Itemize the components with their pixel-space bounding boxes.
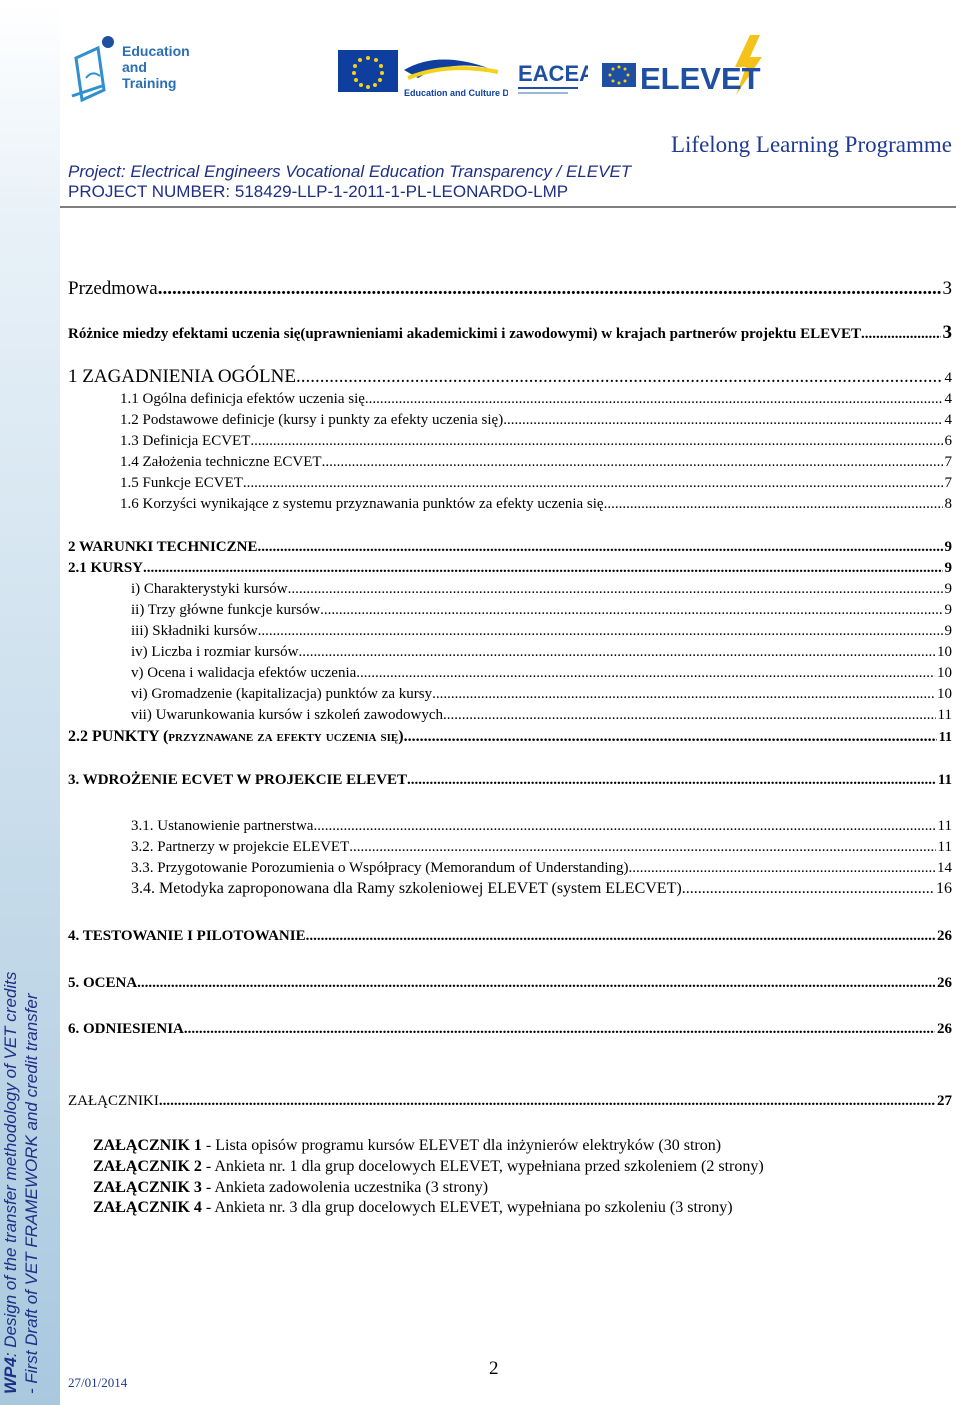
toc-entry[interactable] (120, 454, 952, 471)
toc-entry[interactable] (131, 665, 952, 682)
logo-eacea-text: EACEA (518, 61, 588, 86)
annex-item (93, 1199, 733, 1217)
toc-entry-text: 3.1. Ustanowienie partnerstwa (131, 818, 314, 834)
annex-key: ZAŁĄCZNIK 3 (93, 1179, 202, 1196)
toc-entry-text: Przedmowa (68, 278, 158, 299)
project-number: PROJECT NUMBER: 518429-LLP-1-2011-1-PL-LEONARDO-LMP (68, 182, 569, 201)
eacea-logo (518, 55, 588, 105)
toc-entry-page: 16 (936, 880, 952, 897)
page-number: 2 (489, 1358, 499, 1379)
toc-entry[interactable] (68, 728, 952, 746)
toc-entry[interactable] (68, 539, 952, 556)
project-title: Electrical Engineers Vocational Education Transparency / ELEVET (130, 162, 632, 181)
toc-entry-text: 2.1 KURSY (68, 560, 144, 576)
toc-entry[interactable] (131, 581, 952, 598)
programme-title: Lifelong Learning Programme (670, 132, 952, 157)
toc-entry[interactable] (120, 412, 952, 429)
toc-entry[interactable] (68, 928, 952, 945)
toc-entry-page: 9 (944, 623, 952, 639)
toc-entry-text: 1.5 Funkcje ECVET (120, 475, 243, 491)
toc-entry[interactable] (120, 391, 952, 408)
toc-entry[interactable] (68, 772, 952, 789)
toc-entry[interactable] (131, 623, 952, 640)
annex-key: ZAŁĄCZNIK 2 (93, 1158, 202, 1175)
toc-entry-text: 1.3 Definicja ECVET (120, 433, 251, 449)
toc-entry-page: 4 (944, 391, 952, 407)
toc-entry-text: 3.4. Metodyka zaproponowana dla Ramy szkoleniowej ELEVET (system ELECVET) (131, 880, 682, 897)
annex-item (93, 1158, 764, 1176)
footer-date: 27/01/2014 (68, 1375, 128, 1390)
toc-entry-text: i) Charakterystyki kursów (131, 581, 288, 597)
sidebar-wp-label: WP4 (1, 1357, 20, 1394)
project-label: Project: (68, 162, 126, 181)
toc-entry[interactable] (120, 433, 952, 450)
toc-entry-page: 6 (944, 433, 952, 449)
toc-entry-text: v) Ocena i walidacja efektów uczenia (131, 665, 357, 681)
toc-entry[interactable] (68, 322, 952, 344)
eu-education-culture-logo (338, 50, 508, 105)
toc-entry-page: 10 (937, 686, 952, 702)
toc-entry-page: 8 (944, 496, 952, 512)
annex-text: - Ankieta zadowolenia uczestnika (3 strony) (201, 1179, 489, 1196)
toc-entry[interactable] (131, 644, 952, 661)
toc-entry-page: 11 (938, 730, 952, 745)
toc-entry-page: 10 (937, 644, 952, 660)
sidebar-line-1-rest: : Design of the transfer methodology of VET credits (1, 971, 20, 1358)
toc-entry-text: 6. ODNIESIENIA (68, 1021, 184, 1037)
logo-elevet-text: ELEVET (640, 61, 761, 96)
sidebar-line-1 (0, 0, 21, 1400)
toc-entry-text: 1.6 Korzyści wynikające z systemu przyznawania punktów za efekty uczenia się (120, 496, 604, 512)
toc-entry-page: 26 (937, 975, 952, 991)
toc-entry[interactable] (68, 975, 952, 992)
toc-entry[interactable] (131, 860, 952, 877)
toc-entry[interactable] (120, 496, 952, 513)
toc-entry-page: 4 (944, 370, 952, 386)
logo-eu-caption: Education and Culture DG (404, 88, 508, 98)
education-training-logo (68, 30, 218, 120)
toc-entry-text: 5. OCENA (68, 975, 138, 991)
toc-entry-text: vii) Uwarunkowania kursów i szkoleń zawodowych (131, 707, 444, 723)
toc-entry-page: 11 (937, 818, 952, 834)
toc-entry-text: Różnice miedzy efektami uczenia się(uprawnieniami akademickimi i zawodowymi) w krajach partnerów projektu ELEVET (68, 326, 862, 342)
toc-entry[interactable] (131, 707, 952, 724)
toc-entry-text: 1 ZAGADNIENIA OGÓLNE (68, 366, 296, 387)
project-title-line (68, 162, 631, 182)
toc-entry[interactable] (131, 839, 952, 856)
toc-entry-page: 9 (944, 560, 952, 576)
logo-et-line-3: Training (122, 75, 177, 91)
toc-entry-text: 1.2 Podstawowe definicje (kursy i punkty za efekty uczenia się) (120, 412, 504, 428)
toc-entry-text: 3.2. Partnerzy w projekcie ELEVET (131, 839, 350, 855)
annex-item (93, 1137, 721, 1155)
page-header (60, 0, 960, 210)
toc-entry[interactable] (131, 880, 952, 898)
toc-entry-page: 7 (944, 475, 952, 491)
toc-entry-text: iv) Liczba i rozmiar kursów (131, 644, 299, 660)
toc-entry-page: 7 (944, 454, 952, 470)
toc-entry-page: 9 (944, 539, 952, 555)
toc-entry[interactable] (120, 475, 952, 492)
toc-entry-page: 11 (937, 707, 952, 723)
toc-entry-page: 10 (937, 665, 952, 681)
toc-entry[interactable] (68, 366, 952, 388)
toc-entry-text: iii) Składniki kursów (131, 623, 258, 639)
toc-entry-text: 3.3. Przygotowanie Porozumienia o Współpracy (Memorandum of Understanding) (131, 860, 629, 876)
toc-entry-text: 1.4 Założenia techniczne ECVET (120, 454, 322, 470)
toc-entry-text: ZAŁĄCZNIKI (68, 1093, 159, 1109)
toc-entry-page: 11 (937, 839, 952, 855)
logo-et-line-2: and (122, 59, 147, 75)
annex-item (93, 1179, 488, 1197)
toc-entry-page: 3 (942, 322, 952, 343)
toc-entry-text: 1.1 Ogólna definicja efektów uczenia się (120, 391, 365, 407)
toc-entry-page: 14 (937, 860, 952, 876)
toc-entry[interactable] (68, 1093, 952, 1110)
toc-entry-page: 3 (942, 278, 952, 299)
toc-entry-text: vi) Gromadzenie (kapitalizacja) punktów za kursy (131, 686, 433, 702)
toc-entry[interactable] (131, 602, 952, 619)
sidebar-line-2: - First Draft of VET FRAMEWORK and credit transfer (22, 993, 41, 1394)
toc-entry-page: 9 (944, 581, 952, 597)
toc-entry-text: ii) Trzy główne funkcje kursów (131, 602, 321, 618)
toc-entry[interactable] (68, 560, 952, 577)
toc-entry-page: 26 (937, 1021, 952, 1037)
sidebar-vertical-text (0, 0, 52, 1400)
toc-entry-page: 4 (944, 412, 952, 428)
annex-text: - Lista opisów programu kursów ELEVET dla inżynierów elektryków (30 stron) (201, 1137, 722, 1154)
annex-key: ZAŁĄCZNIK 4 (93, 1199, 202, 1216)
annex-text: - Ankieta nr. 3 dla grup docelowych ELEVET, wypełniana po szkoleniu (3 strony) (201, 1199, 733, 1216)
toc-entry[interactable] (131, 818, 952, 835)
header-divider (60, 206, 956, 208)
elevet-logo (600, 35, 785, 115)
toc-entry-text: 3. WDROŻENIE ECVET W PROJEKCIE ELEVET (68, 772, 407, 788)
toc-entry-text: 4. TESTOWANIE I PILOTOWANIE (68, 928, 306, 944)
toc-entry-text: 2 WARUNKI TECHNICZNE (68, 539, 258, 555)
toc-entry[interactable] (68, 278, 952, 300)
toc-entry-page: 27 (937, 1093, 952, 1109)
annex-key: ZAŁĄCZNIK 1 (93, 1137, 202, 1154)
toc-entry-page: 26 (937, 928, 952, 944)
logo-et-line-1: Education (122, 43, 190, 59)
annex-text: - Ankieta nr. 1 dla grup docelowych ELEVET, wypełniana przed szkoleniem (2 strony) (201, 1158, 764, 1175)
toc-entry-text: 2.2 PUNKTY (przyznawane za efekty uczenia się) (68, 728, 404, 745)
toc-entry[interactable] (131, 686, 952, 703)
toc-entry-page: 9 (944, 602, 952, 618)
toc-entry[interactable] (68, 1021, 952, 1038)
toc-entry-page: 11 (937, 772, 952, 788)
